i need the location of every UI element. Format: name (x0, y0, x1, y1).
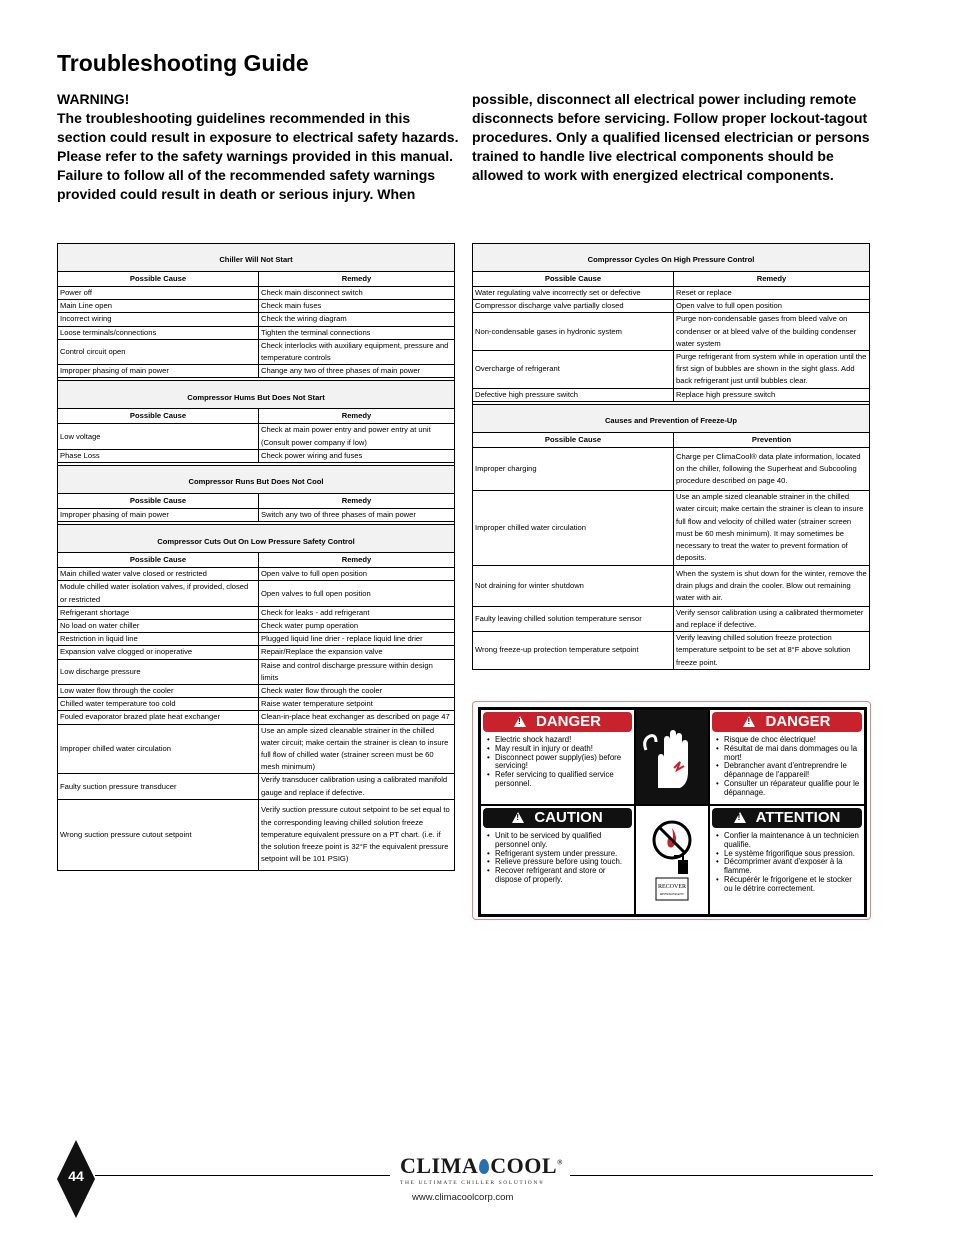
remedy-cell: Purge non-condensable gases from bleed valve on condenser or at bleed valve of the building condenser water system (674, 313, 870, 351)
table-row (473, 287, 870, 300)
table-row (58, 606, 455, 619)
troubleshooting-table-right (472, 243, 870, 670)
remedy-cell: Check water flow through the cooler (259, 685, 455, 698)
table-row (473, 300, 870, 313)
cause-cell: Fouled evaporator brazed plate heat exchanger (58, 711, 259, 724)
danger-list-fr (714, 736, 862, 798)
cause-cell: Main chilled water valve closed or restricted (58, 568, 259, 581)
section-title: Compressor Cuts Out On Low Pressure Safety Control (58, 525, 455, 553)
remedy-cell: Verify transducer calibration using a calibrated manifold gauge and replace if defective. (259, 774, 455, 799)
list-item: • Recover refrigerant and store or dispose of properly. (485, 867, 632, 885)
logo-word-left: CLIMA (400, 1153, 479, 1178)
recover-text: RECOVER (657, 884, 687, 890)
table-row (58, 724, 455, 774)
remedy-cell: Raise and control discharge pressure within design limits (259, 659, 455, 684)
section-title: Compressor Hums But Does Not Start (58, 381, 455, 409)
table-row (58, 509, 455, 522)
refrigerant-text: REFRIGERANT (659, 892, 685, 896)
remedy-cell: Open valve to full open position (674, 300, 870, 313)
remedy-cell: Verify leaving chilled solution freeze protection temperature setpoint to be set at 8°F above solution freeze point. (674, 632, 870, 670)
remedy-cell: Purge refrigerant from system while in operation until the first sign of bubbles are shown in the sight glass. Add back refrigerant just until bubbles clear. (674, 351, 870, 389)
remedy-cell: Reset or replace (674, 287, 870, 300)
column-header-row (58, 409, 455, 424)
cause-cell: Incorrect wiring (58, 313, 259, 326)
caution-header-en (483, 808, 632, 828)
cause-cell: Non-condensable gases in hydronic system (473, 313, 674, 351)
table-row (58, 659, 455, 684)
cause-cell: Low water flow through the cooler (58, 685, 259, 698)
table-row (58, 449, 455, 462)
page-number: 44 (68, 1168, 84, 1184)
cause-cell: No load on water chiller (58, 620, 259, 633)
cause-cell: Phase Loss (58, 449, 259, 462)
table-row (58, 326, 455, 339)
cause-cell: Faulty leaving chilled solution temperature sensor (473, 606, 674, 631)
column-header-row (473, 272, 870, 287)
remedy-cell: Verify sensor calibration using a calibrated thermometer and replace if defective. (674, 606, 870, 631)
cause-cell: Power off (58, 287, 259, 300)
remedy-cell: Check main fuses (259, 300, 455, 313)
attention-title-fr: ATTENTION (755, 809, 841, 826)
warning-triangle-icon: ! (512, 812, 524, 823)
remedy-cell: Repair/Replace the expansion valve (259, 646, 455, 659)
cause-cell: Loose terminals/connections (58, 326, 259, 339)
remedy-cell: Check main disconnect switch (259, 287, 455, 300)
label-frame (478, 707, 867, 917)
warning-line: allowed to work with energized electrical components. (472, 167, 834, 183)
section-title-row (473, 244, 870, 272)
column-header-row (58, 553, 455, 568)
list-item: • Risque de choc électrique! (714, 736, 862, 745)
table-row (58, 620, 455, 633)
cause-cell: Not draining for winter shutdown (473, 565, 674, 606)
warning-line: WARNING! (57, 91, 130, 107)
caution-list-en (485, 832, 632, 885)
cause-cell: Compressor discharge valve partially closed (473, 300, 674, 313)
remedy-cell: Change any two of three phases of main power (259, 365, 455, 378)
list-item: • May result in injury or death! (485, 745, 632, 754)
cause-cell: Faulty suction pressure transducer (58, 774, 259, 799)
danger-panel-fr (709, 709, 865, 805)
column-header: Possible Cause (58, 409, 259, 424)
table-row (58, 799, 455, 870)
column-header: Remedy (259, 272, 455, 287)
column-header: Remedy (259, 409, 455, 424)
column-header: Possible Cause (58, 553, 259, 568)
list-item: • Consulter un réparateur qualifie pour le dépannage. (714, 780, 862, 798)
cause-cell: Overcharge of refrigerant (473, 351, 674, 389)
list-item: • Debrancher avant d'entreprendre le dépannage de l'appareil! (714, 762, 862, 780)
table-row (58, 685, 455, 698)
remedy-cell: Replace high pressure switch (674, 388, 870, 401)
table-row (473, 388, 870, 401)
remedy-cell: Verify suction pressure cutout setpoint to be set equal to the corresponding leaving chilled solution freeze temperature equivalent pressure on a PT chart. (i.e. if the solution freeze point is 32°F the equivalent pressure setpoint will be 101 PSIG) (259, 799, 455, 870)
danger-header-en (483, 712, 632, 732)
list-item: • Relieve pressure before using touch. (485, 858, 632, 867)
cause-cell: Restriction in liquid line (58, 633, 259, 646)
cause-cell: Water regulating valve incorrectly set or defective (473, 287, 674, 300)
section-title: Compressor Cycles On High Pressure Control (473, 244, 870, 272)
remedy-cell: Tighten the terminal connections (259, 326, 455, 339)
table-row (473, 565, 870, 606)
list-item: • Electric shock hazard! (485, 736, 632, 745)
list-item: • Disconnect power supply(ies) before servicing! (485, 754, 632, 772)
section-title-row (58, 525, 455, 553)
page-title: Troubleshooting Guide (57, 50, 309, 76)
attention-panel-fr (709, 805, 865, 915)
table-row (473, 606, 870, 631)
cause-cell: Expansion valve clogged or inoperative (58, 646, 259, 659)
list-item: • Confier la maintenance à un technicien qualifie. (714, 832, 862, 850)
remedy-cell: Use an ample sized cleanable strainer in the chilled water circuit; make certain the strainer is clean to insure full flow of chilled water (strainer screen must be 60 mesh minimum) (259, 724, 455, 774)
warning-line: Please refer to the safety warnings provided in this manual. (57, 148, 453, 164)
warning-text-left (57, 90, 457, 204)
remedy-cell: Clean-in-place heat exchanger as described on page 47 (259, 711, 455, 724)
remedy-cell: Check water pump operation (259, 620, 455, 633)
cause-cell: Chilled water temperature too cold (58, 698, 259, 711)
remedy-cell: Check interlocks with auxiliary equipment, pressure and temperature controls (259, 339, 455, 364)
shock-pictogram-panel (635, 709, 709, 805)
electric-shock-hand-icon (636, 710, 708, 804)
table-row (473, 447, 870, 490)
danger-panel-en (480, 709, 635, 805)
column-header: Possible Cause (473, 272, 674, 287)
footer-rule-right (570, 1175, 873, 1176)
list-item: • Décomprimer avant d'exposer à la flamme. (714, 858, 862, 876)
table-row (58, 633, 455, 646)
section-title-row (473, 404, 870, 432)
table-row (58, 365, 455, 378)
list-item: • Refrigerant system under pressure. (485, 850, 632, 859)
table-row (58, 424, 455, 449)
warning-triangle-icon: ! (514, 716, 526, 727)
table-row (58, 339, 455, 364)
troubleshooting-table-left (57, 243, 455, 871)
section-title: Compressor Runs But Does Not Cool (58, 466, 455, 494)
cause-cell: Main Line open (58, 300, 259, 313)
column-header-row (473, 432, 870, 447)
warning-triangle-icon: ! (734, 812, 746, 823)
cause-cell: Low discharge pressure (58, 659, 259, 684)
warning-line: provided could result in death or serious injury. When (57, 186, 416, 202)
section-title: Causes and Prevention of Freeze-Up (473, 404, 870, 432)
section-title-row (58, 381, 455, 409)
attention-list-fr (714, 832, 862, 894)
table-row (58, 581, 455, 606)
cause-cell: Defective high pressure switch (473, 388, 674, 401)
flame-cylinder-icon (636, 806, 708, 914)
table-row (58, 698, 455, 711)
warning-triangle-icon: ! (743, 716, 755, 727)
table-row (58, 711, 455, 724)
list-item: • Résultat de mai dans dommages ou la mort! (714, 745, 862, 763)
recover-pictogram-panel (635, 805, 709, 915)
column-header: Possible Cause (58, 272, 259, 287)
climacool-logo (400, 1153, 563, 1186)
column-header: Possible Cause (58, 494, 259, 509)
column-header-row (58, 494, 455, 509)
table-row (473, 313, 870, 351)
safety-warning-label (472, 701, 871, 920)
table-row (58, 774, 455, 799)
warning-text-right (472, 90, 872, 185)
footer-rule-left (95, 1175, 390, 1176)
remedy-cell: Raise water temperature setpoint (259, 698, 455, 711)
table-row (58, 568, 455, 581)
column-header: Remedy (674, 272, 870, 287)
cause-cell: Refrigerant shortage (58, 606, 259, 619)
column-header: Remedy (259, 494, 455, 509)
table-row (58, 313, 455, 326)
remedy-cell: Switch any two of three phases of main power (259, 509, 455, 522)
cause-cell: Improper chilled water circulation (473, 490, 674, 565)
cause-cell: Module chilled water isolation valves, if provided, closed or restricted (58, 581, 259, 606)
remedy-cell: Check the wiring diagram (259, 313, 455, 326)
danger-title-en: DANGER (535, 713, 601, 730)
logo-word-right: COOL (490, 1153, 558, 1178)
registered-mark: ® (557, 1158, 563, 1167)
list-item: • Unit to be serviced by qualified personnel only. (485, 832, 632, 850)
logo-wordmark (400, 1153, 563, 1179)
warning-line: disconnects before servicing. Follow proper lockout-tagout (472, 110, 868, 126)
cause-cell: Wrong suction pressure cutout setpoint (58, 799, 259, 870)
danger-title-fr: DANGER (765, 713, 831, 730)
caution-title-en: CAUTION (534, 809, 603, 826)
cause-cell: Improper charging (473, 447, 674, 490)
warning-line: procedures. Only a qualified licensed electrician or persons (472, 129, 870, 145)
warning-line: trained to handle live electrical components should be (472, 148, 834, 164)
table-row (58, 287, 455, 300)
remedy-cell: Open valve to full open position (259, 568, 455, 581)
website-url: www.climacoolcorp.com (412, 1192, 514, 1203)
remedy-cell: When the system is shut down for the winter, remove the drain plugs and drain the cooler. Blow out remaining water with air. (674, 565, 870, 606)
logo-tagline: THE ULTIMATE CHILLER SOLUTION® (400, 1180, 545, 1186)
column-header: Possible Cause (473, 432, 674, 447)
table-row (58, 300, 455, 313)
remedy-cell: Check at main power entry and power entry at unit (Consult power company if low) (259, 424, 455, 449)
table-row (473, 351, 870, 389)
cause-cell: Improper phasing of main power (58, 365, 259, 378)
section-title-row (58, 244, 455, 272)
table-row (473, 490, 870, 565)
column-header: Remedy (259, 553, 455, 568)
warning-line: possible, disconnect all electrical power including remote (472, 91, 857, 107)
list-item: • Récupérér le frigorigene et le stocker ou le détrire correctement. (714, 876, 862, 894)
cause-cell: Low voltage (58, 424, 259, 449)
column-header-row (58, 272, 455, 287)
remedy-cell: Charge per ClimaCool® data plate information, located on the chiller, following the Superheat and Subcooling procedure described on page 40. (674, 447, 870, 490)
section-title-row (58, 466, 455, 494)
remedy-cell: Open valves to full open position (259, 581, 455, 606)
danger-list-en (485, 736, 632, 789)
list-item: • Le système frigorifique sous pression. (714, 850, 862, 859)
danger-header-fr (712, 712, 862, 732)
cause-cell: Improper phasing of main power (58, 509, 259, 522)
attention-header-fr (712, 808, 862, 828)
remedy-cell: Check power wiring and fuses (259, 449, 455, 462)
section-title: Chiller Will Not Start (58, 244, 455, 272)
water-drop-icon (479, 1159, 489, 1174)
caution-panel-en (480, 805, 635, 915)
remedy-cell: Check for leaks - add refrigerant (259, 606, 455, 619)
list-item: • Refer servicing to qualified service personnel. (485, 771, 632, 789)
table-row (473, 632, 870, 670)
warning-line: The troubleshooting guidelines recommended in this (57, 110, 411, 126)
cause-cell: Improper chilled water circulation (58, 724, 259, 774)
warning-line: section could result in exposure to electrical safety hazards. (57, 129, 459, 145)
warning-line: Failure to follow all of the recommended safety warnings (57, 167, 436, 183)
column-header: Prevention (674, 432, 870, 447)
cause-cell: Wrong freeze-up protection temperature setpoint (473, 632, 674, 670)
remedy-cell: Plugged liquid line drier - replace liquid line drier (259, 633, 455, 646)
table-row (58, 646, 455, 659)
cause-cell: Control circuit open (58, 339, 259, 364)
remedy-cell: Use an ample sized cleanable strainer in the chilled water circuit; make certain the strainer is clean to insure full flow and velocity of chilled water (strainer screen must be 60 mesh minimum). It may sometimes be necessary to treat the water to prevent formation of deposits. (674, 490, 870, 565)
